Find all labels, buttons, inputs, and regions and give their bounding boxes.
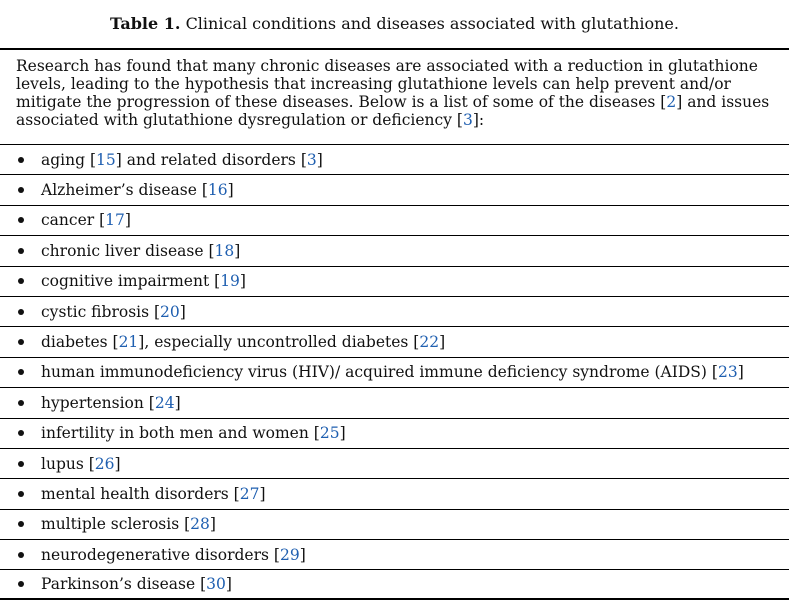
reference-link[interactable]: 3: [462, 111, 473, 129]
reference-link[interactable]: 18: [214, 241, 235, 260]
list-item-content: aging [15] and related disorders [3]: [41, 150, 323, 169]
reference-link[interactable]: 24: [154, 393, 175, 412]
bullet-icon: [18, 491, 24, 497]
list-item-content: Alzheimer’s disease [16]: [41, 181, 234, 200]
reference-link[interactable]: 16: [207, 181, 228, 200]
list-item: [0, 266, 789, 296]
intro-paragraph: Research has found that many chronic diseases are associated with a reduction in glutathione levels, leading to the hypothesis that increasing glutathione levels can help prevent and/or mitigate the progression of these diseases. Below is a list of some of the diseases [2] and issues associated with glutathione dysregulation or deficiency [3]:: [16, 57, 770, 129]
list-item: [0, 478, 789, 508]
list-item-text: and related disorders: [121, 150, 301, 169]
list-item-text: Parkinson’s disease: [41, 575, 201, 594]
list-item: [0, 509, 789, 539]
list-item: [0, 357, 789, 387]
reference-link[interactable]: 25: [319, 424, 340, 443]
reference-link[interactable]: 21: [118, 333, 139, 352]
list-item-text: lupus: [41, 454, 89, 473]
list-item-text: hypertension: [41, 393, 149, 412]
reference-link[interactable]: 30: [206, 575, 226, 594]
list-item-content: hypertension [24]: [41, 393, 181, 412]
list-item-text: cognitive impairment: [41, 272, 215, 291]
list-item-content: mental health disorders [27]: [41, 484, 266, 503]
list-item-text: infertility in both men and women: [41, 424, 314, 443]
table-top-rule: [0, 48, 789, 50]
reference-link[interactable]: 2: [666, 93, 677, 111]
reference-link[interactable]: 29: [279, 545, 300, 564]
list-item-content: multiple sclerosis [28]: [41, 515, 216, 534]
reference-link[interactable]: 19: [220, 272, 240, 291]
list-item-content: human immunodeficiency virus (HIV)/ acquired immune deficiency syndrome (AIDS) [23]: [41, 363, 744, 382]
list-item-text: mental health disorders: [41, 484, 234, 503]
list-item-content: chronic liver disease [18]: [41, 241, 241, 260]
list-item: [0, 296, 789, 326]
list-item-text: , especially uncontrolled diabetes: [144, 333, 414, 352]
bullet-icon: [18, 581, 24, 587]
list-item-text: Alzheimer’s disease: [41, 181, 202, 200]
list-item: [0, 144, 789, 174]
bullet-icon: [18, 430, 24, 436]
disease-list: [0, 144, 789, 600]
list-item-content: neurodegenerative disorders [29]: [41, 545, 306, 564]
bullet-icon: [18, 157, 24, 163]
list-item-content: diabetes [21], especially uncontrolled diabetes [22]: [41, 333, 446, 352]
list-item: [0, 205, 789, 235]
bullet-icon: [18, 339, 24, 345]
bullet-icon: [18, 278, 24, 284]
list-item-content: cancer [17]: [41, 211, 131, 230]
list-item: [0, 418, 789, 448]
bullet-icon: [18, 248, 24, 254]
list-item-content: cognitive impairment [19]: [41, 272, 246, 291]
list-item-text: multiple sclerosis: [41, 515, 185, 534]
list-item-content: cystic fibrosis [20]: [41, 302, 186, 321]
intro-end: :: [478, 111, 485, 129]
list-item-text: neurodegenerative disorders: [41, 545, 274, 564]
list-item: [0, 174, 789, 204]
bullet-icon: [18, 309, 24, 315]
reference-link[interactable]: 17: [105, 211, 125, 230]
bullet-icon: [18, 369, 24, 375]
list-item-content: Parkinson’s disease [30]: [41, 575, 232, 594]
list-item: [0, 569, 789, 599]
list-item-text: chronic liver disease: [41, 241, 209, 260]
reference-link[interactable]: 23: [717, 363, 738, 382]
list-item-text: cancer: [41, 211, 100, 230]
caption-label: Table 1.: [110, 14, 181, 33]
bullet-icon: [18, 552, 24, 558]
list-item-text: human immunodeficiency virus (HIV)/ acquired immune deficiency syndrome (AIDS): [41, 363, 712, 382]
list-item-content: infertility in both men and women [25]: [41, 424, 346, 443]
list-item-text: aging: [41, 150, 90, 169]
bullet-icon: [18, 521, 24, 527]
intro-text: Research has found that many chronic diseases are associated with a reduction in glutathione levels, leading to the hypothesis that increasing glutathione levels can help prevent and/or mitigate the progression of these diseases. Below is a list of some of the diseases: [16, 57, 758, 111]
list-item: [0, 235, 789, 265]
reference-link[interactable]: 27: [239, 484, 260, 503]
reference-link[interactable]: 22: [419, 333, 440, 352]
list-item: [0, 448, 789, 478]
list-item-content: lupus [26]: [41, 454, 121, 473]
list-item: [0, 387, 789, 417]
reference-link[interactable]: 28: [190, 515, 210, 534]
list-item: [0, 326, 789, 356]
reference-link[interactable]: 26: [94, 454, 115, 473]
bullet-icon: [18, 461, 24, 467]
reference-link[interactable]: 20: [160, 302, 180, 321]
list-item: [0, 539, 789, 569]
reference-link[interactable]: 3: [306, 150, 317, 169]
bullet-icon: [18, 400, 24, 406]
caption-text: Clinical conditions and diseases associated with glutathione.: [185, 14, 679, 33]
bullet-icon: [18, 187, 24, 193]
list-item-text: cystic fibrosis: [41, 302, 154, 321]
table-caption: [0, 14, 789, 33]
intro-middle: and issues associated with glutathione dysregulation or deficiency: [16, 93, 770, 129]
list-item-text: diabetes: [41, 333, 113, 352]
reference-link[interactable]: 15: [96, 150, 116, 169]
bullet-icon: [18, 217, 24, 223]
